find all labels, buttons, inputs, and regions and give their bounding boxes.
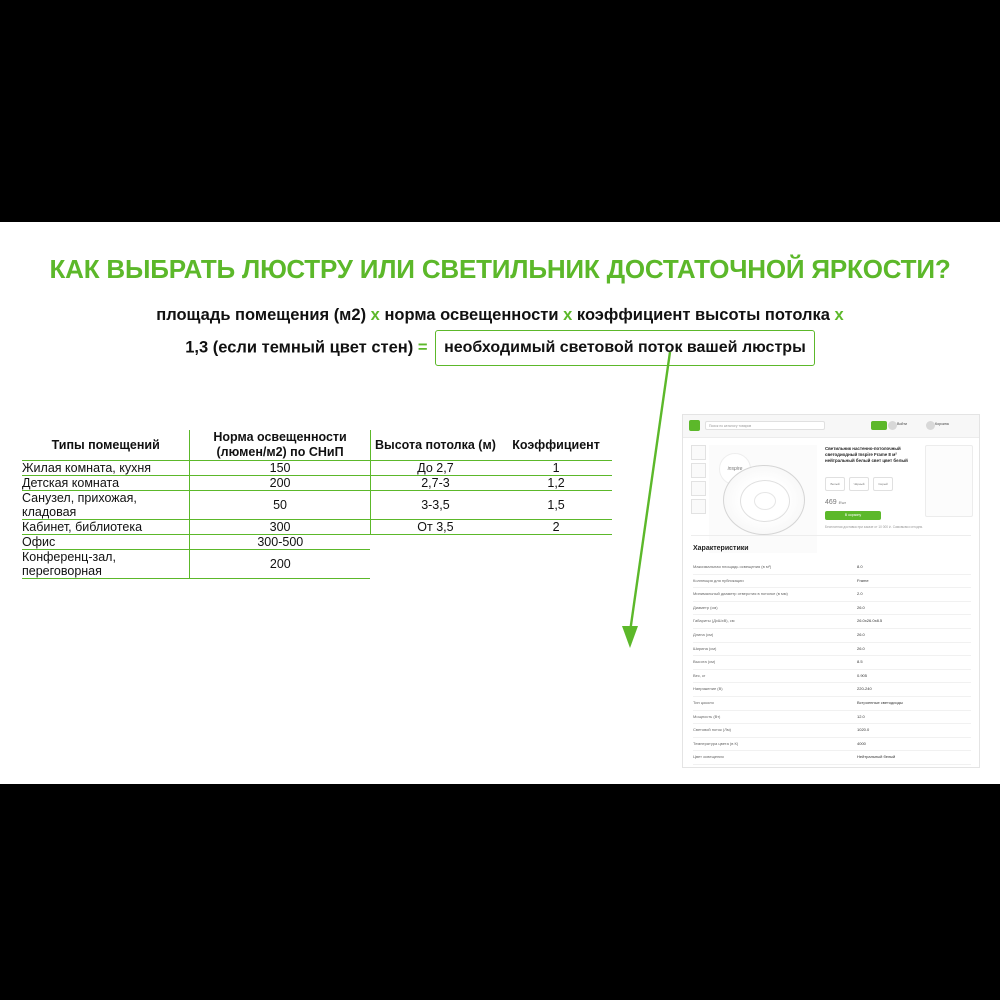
characteristic-row [693,629,971,643]
characteristic-key: Температура цвета (в К) [693,740,739,746]
formula-part-coef: коэффициент высоты потолка [576,306,830,324]
coefficient-cell: 2 [500,520,612,535]
product-title: Светильник настенно-потолочный светодиодный Inspire Frame 8 м² нейтральный белый свет цвет белый [825,446,908,463]
ceiling-height-cell: От 3,5 [370,520,500,535]
characteristic-value: 26.0 [857,604,865,610]
formula-equals-sign: = [417,338,428,357]
characteristic-key: Световой поток (Лм) [693,727,731,733]
page-title: КАК ВЫБРАТЬ ЛЮСТРУ ИЛИ СВЕТИЛЬНИК ДОСТАТОЧНОЙ ЯРКОСТИ? [49,254,951,284]
coefficient-empty [500,550,612,579]
characteristic-key: Мощность (Вт) [693,713,721,719]
delivery-panel [925,445,973,517]
characteristic-value: 0.905 [857,672,868,678]
thumbnail-item[interactable] [691,499,706,514]
coefficient-empty [500,535,612,550]
ceiling-height-empty [370,535,500,550]
ceiling-lamp-illustration [723,465,805,535]
section-divider [691,535,971,536]
room-type-cell: Кабинет, библиотека [22,520,190,535]
room-type-cell: Жилая комната, кухня [22,461,190,476]
characteristic-row [693,561,971,575]
characteristic-key: Габариты (ДхШхВ), см [693,618,735,624]
characteristic-row [693,724,971,738]
add-to-cart-button[interactable]: В корзину [825,511,881,520]
characteristic-key: Длина (см) [693,631,714,637]
characteristic-value: 26.0 [857,645,865,651]
characteristic-row [693,656,971,670]
room-norm-cell: 50 [190,491,370,520]
lighting-table [22,430,632,579]
coefficient-cell: 1,5 [500,491,612,520]
account-link[interactable]: Войти [897,422,908,426]
table-header-row [22,430,612,461]
room-norm-cell: 200 [190,476,370,491]
characteristic-row [693,738,971,752]
thumbnail-gallery[interactable] [691,445,705,505]
table-row [22,535,612,550]
characteristic-key: Ширина (см) [693,645,717,651]
characteristic-key: Цвет освещения [693,754,724,760]
user-icon[interactable] [888,421,897,430]
characteristics-list [693,561,971,765]
characteristic-value: 26.0 [857,631,865,637]
characteristic-key: Вес, кг [693,672,706,678]
characteristics-title: Характеристики [693,545,749,552]
table-row [22,476,612,491]
characteristic-row [693,683,971,697]
product-price [825,499,846,506]
room-norm-cell: 150 [190,461,370,476]
formula-block [10,302,990,366]
room-norm-cell: 300-500 [190,535,370,550]
characteristic-key: Диаметр (см) [693,604,718,610]
room-type-cell: Санузел, прихожая, кладовая [22,491,190,520]
ceiling-height-empty [370,550,500,579]
thumbnail-item[interactable] [691,445,706,460]
characteristic-row [693,643,971,657]
catalog-button[interactable] [871,421,887,430]
search-input[interactable]: Поиск по каталогу товаров [705,421,825,430]
characteristic-key: Высота (см) [693,659,716,665]
formula-operator-3: x [834,306,844,324]
characteristic-value: 4000 [857,740,866,746]
characteristic-row [693,602,971,616]
thumbnail-item[interactable] [691,463,706,478]
header-illuminance: Норма освещенности (люмен/м2) по СНиП [190,430,370,461]
product-page-screenshot [682,414,980,768]
formula-part-dark-walls: 1,3 (если темный цвет стен) [185,338,414,357]
product-image[interactable] [709,445,817,553]
room-norm-cell: 300 [190,520,370,535]
option-swatch[interactable]: Серый [873,477,893,491]
characteristic-key: Коллекция для публикации [693,577,744,583]
table-row [22,520,612,535]
header-room-types: Типы помещений [22,430,190,461]
formula-operator-2: x [563,306,573,324]
room-norm-cell: 200 [190,550,370,579]
room-type-cell: Детская комната [22,476,190,491]
characteristic-value: Нейтральный белый [857,754,896,760]
room-type-cell: Офис [22,535,190,550]
formula-part-norm: норма освещенности [384,306,559,324]
cart-icon[interactable] [926,421,935,430]
characteristic-value: 2.0 [857,591,863,597]
slide-canvas [0,222,1000,784]
header-ceiling-height: Высота потолка (м) [370,430,500,461]
characteristic-value: 12.0 [857,713,865,719]
characteristic-value: 1020.0 [857,727,870,733]
characteristic-key: Минимальный диаметр отверстия в потолке (в мм) [693,591,788,597]
header-coefficient: Коэффициент [500,430,612,461]
thumbnail-item[interactable] [691,481,706,496]
cart-link[interactable]: Корзина [935,422,949,426]
ceiling-height-cell: До 2,7 [370,461,500,476]
price-value: 469 [825,499,837,506]
product-options[interactable] [825,477,917,491]
characteristic-row [693,615,971,629]
characteristic-row [693,711,971,725]
characteristic-key: Максимальная площадь освещения (в м²) [693,564,772,569]
table-row [22,491,612,520]
characteristic-row [693,697,971,711]
characteristic-row [693,575,971,589]
table-row [22,550,612,579]
formula-part-area: площадь помещения (м2) [156,306,367,324]
characteristic-row [693,751,971,765]
option-swatch[interactable]: Чёрный [849,477,869,491]
coefficient-cell: 1 [500,461,612,476]
option-swatch[interactable]: Белый [825,477,845,491]
characteristic-value: Frame [857,577,869,583]
ceiling-height-cell: 3-3,5 [370,491,500,520]
coefficient-cell: 1,2 [500,476,612,491]
formula-operator-1: x [370,306,380,324]
delivery-note: Бесплатная доставка при заказе от 10 000 ₽. Самовывоз сегодня. [825,525,923,529]
characteristic-key: Тип цоколя [693,699,714,705]
characteristic-row [693,588,971,602]
ceiling-height-cell: 2,7-3 [370,476,500,491]
site-logo-icon [689,420,700,431]
room-type-cell: Конференц-зал, переговорная [22,550,190,579]
characteristic-value: 8.5 [857,659,863,665]
characteristic-value: Встроенные светодиоды [857,699,903,705]
characteristic-value: 8.0 [857,564,863,569]
characteristic-value: 26.0x26.0x8.5 [857,618,883,624]
table-row [22,461,612,476]
formula-result-box: необходимый световой поток вашей люстры [435,330,815,366]
characteristic-row [693,670,971,684]
characteristic-value: 220-240 [857,686,872,692]
brand-logo: inspire [719,453,751,485]
characteristic-key: Напряжение (В) [693,686,723,692]
price-unit: ₽/шт [838,501,847,505]
